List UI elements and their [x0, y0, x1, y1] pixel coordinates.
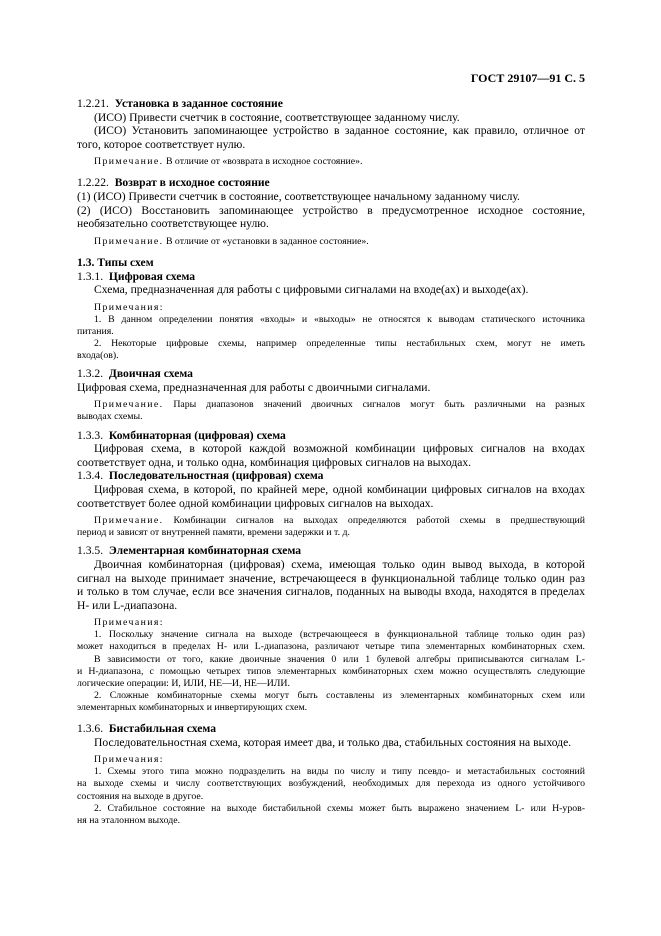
- section-1-3-heading: 1.3. Типы схем: [77, 255, 154, 269]
- paragraph-line: (ИСО) Установить запоминающее устройство в заданное состояние, как правило, отличное от: [94, 124, 585, 138]
- section-title: Установка в заданное состояние: [114, 97, 283, 110]
- section-title: Цифровая схема: [108, 269, 196, 283]
- section-title: Бистабильная схема: [108, 722, 217, 736]
- note-line: 2. Сложные комбинаторные схемы могут быть составлены из элементарных комбинаторных схем или: [94, 689, 585, 701]
- section-number: 1.2.21.: [77, 97, 109, 110]
- paragraph-line: (2) (ИСО) Восстановить запоминающее устройство в предусмотренное исходное состояние,: [77, 203, 585, 217]
- section-1-2-21-heading: [77, 97, 585, 111]
- paragraph-line: Последовательностная схема, которая имеет два, и только два, стабильных состояния на выходе.: [94, 735, 572, 749]
- paragraph-line: (1) (ИСО) Привести счетчик в состояние, соответствующее начальному заданному числу.: [77, 190, 520, 204]
- note-text: Пары диапазонов значений двоичных сигналов могут быть различными на разных: [173, 399, 586, 411]
- notes-label: Примечания:: [94, 754, 164, 766]
- note-label: Примечание.: [94, 156, 164, 168]
- section-number: 1.3.4.: [77, 469, 104, 483]
- note-line: на выходе схемы и числу соответствующих возбуждений, необходимых для перехода из одного устойчивого: [77, 778, 585, 790]
- section-1-3-1-heading: [77, 270, 585, 284]
- note-line: В зависимости от того, какие двоичные значения 0 или 1 булевой алгебры приписываются сигналам L-: [94, 653, 585, 665]
- section-1-3-6-heading: [77, 722, 585, 736]
- paragraph-line: сигнал на выходе принимает значение, встречающееся в функциональной таблице только один раз: [77, 571, 585, 585]
- note: [77, 236, 585, 248]
- note-line: элементарных комбинаторных и инвертирующих схем.: [77, 701, 308, 713]
- section-title: Комбинаторная (цифровая) схема: [108, 428, 286, 442]
- note: [77, 515, 585, 527]
- section-1-3-5-heading: [77, 544, 585, 558]
- note-line: состояния на выходе в другое.: [77, 790, 204, 802]
- paragraph-line: (ИСО) Привести счетчик в состояние, соответствующее заданному числу.: [94, 110, 460, 124]
- paragraph-line: Цифровая схема, предназначенная для работы с двоичными сигналами.: [77, 380, 431, 394]
- paragraph-line: Схема, предназначенная для работы с цифровыми сигналами на входе(ах) и выходе(ах).: [94, 283, 529, 297]
- note-line: логические операции: И, ИЛИ, НЕ—И, НЕ—ИЛИ.: [77, 677, 290, 689]
- note-line: ня на эталонном выходе.: [77, 814, 181, 826]
- note-line: 1. Поскольку значение сигнала на выходе (встречающееся в функциональной таблице только один раз): [94, 629, 585, 641]
- note-line: и Н-диапазона, с помощью четырех типов элементарных комбинаторных схем можно осуществлять следующие: [77, 665, 585, 677]
- note-text: В отличие от «установки в заданное состояние».: [165, 235, 369, 247]
- notes-label: Примечания:: [94, 617, 164, 629]
- section-number: 1.3.3.: [77, 428, 104, 442]
- paragraph-line: соответствует более одной комбинации цифровых сигналов на выходах.: [77, 496, 434, 510]
- section-title: Двоичная схема: [108, 367, 193, 381]
- note-line: 2. Некоторые цифровые схемы, например определенные типы нестабильных схем, могут не иметь: [94, 338, 585, 349]
- section-1-3-4-heading: [77, 469, 585, 483]
- paragraph-line: Двоичная комбинаторная (цифровая) схема, имеющая только один вывод выхода, в которой: [94, 557, 585, 571]
- paragraph-line: того, которое соответствует нулю.: [77, 137, 246, 151]
- note-line: выводах схемы.: [77, 411, 143, 423]
- section-number: 1.3.2.: [77, 367, 104, 381]
- section-number: 1.3.6.: [77, 722, 104, 736]
- paragraph-line: Цифровая схема, в которой каждой возможной комбинации цифровых сигналов на входах: [94, 442, 585, 456]
- section-number: 1.3.1.: [77, 269, 104, 283]
- paragraph-line: Н- или L-диапазона.: [77, 598, 178, 612]
- note-label: Примечание.: [94, 515, 164, 527]
- note-text: Комбинации сигналов на выходах определяются работой схемы в предшествующий: [173, 515, 585, 527]
- document-body: [77, 97, 585, 827]
- note: [77, 399, 585, 411]
- note-text: В отличие от «возврата в исходное состояние».: [165, 156, 363, 168]
- note-line: входа(ов).: [77, 350, 119, 362]
- page-header: ГОСТ 29107—91 С. 5: [470, 71, 585, 85]
- section-number: 1.2.22.: [77, 176, 109, 190]
- note-line: период и зависят от внутренней памяти, времени задержки и т. д.: [77, 527, 350, 539]
- section-1-3-2-heading: [77, 367, 585, 381]
- section-1-3-3-heading: [77, 429, 585, 443]
- paragraph-line: соответствует одна, и только одна, комбинация цифровых сигналов на выходах.: [77, 455, 472, 469]
- section-title: Элементарная комбинаторная схема: [108, 544, 302, 558]
- note-line: 1. Схемы этого типа можно подразделить на виды по числу и типу псевдо- и метастабильных состояний: [94, 766, 585, 778]
- note-line: может находиться в пределах Н- или L-диапазона, различают четыре типа элементарных комбинаторных схем.: [77, 641, 585, 653]
- section-1-2-22-heading: [77, 176, 585, 190]
- section-title: Последовательностная (цифровая) схема: [108, 469, 324, 483]
- notes-label: Примечания:: [94, 301, 164, 313]
- section-number: 1.3.5.: [77, 544, 104, 558]
- note: [77, 156, 585, 168]
- note-line: питания.: [77, 325, 114, 337]
- section-title: Возврат в исходное состояние: [114, 176, 270, 190]
- paragraph-line: необязательно соответствующее нулю.: [77, 217, 269, 231]
- note-line: 2. Стабильное состояние на выходе бистабильной схемы может быть выражено значением L- или Н-уров-: [94, 802, 585, 814]
- note-label: Примечание.: [94, 399, 164, 411]
- paragraph-line: и только в том случае, если все значения сигналов, поданных на выводы входа, находятся в пределах: [77, 585, 585, 599]
- note-line: 1. В данном определении понятия «входы» и «выходы» не относятся к выводам статического источника: [94, 313, 585, 325]
- note-label: Примечание.: [94, 235, 164, 247]
- paragraph-line: Цифровая схема, в которой, по крайней мере, одной комбинации цифровых сигналов на входах: [94, 482, 585, 496]
